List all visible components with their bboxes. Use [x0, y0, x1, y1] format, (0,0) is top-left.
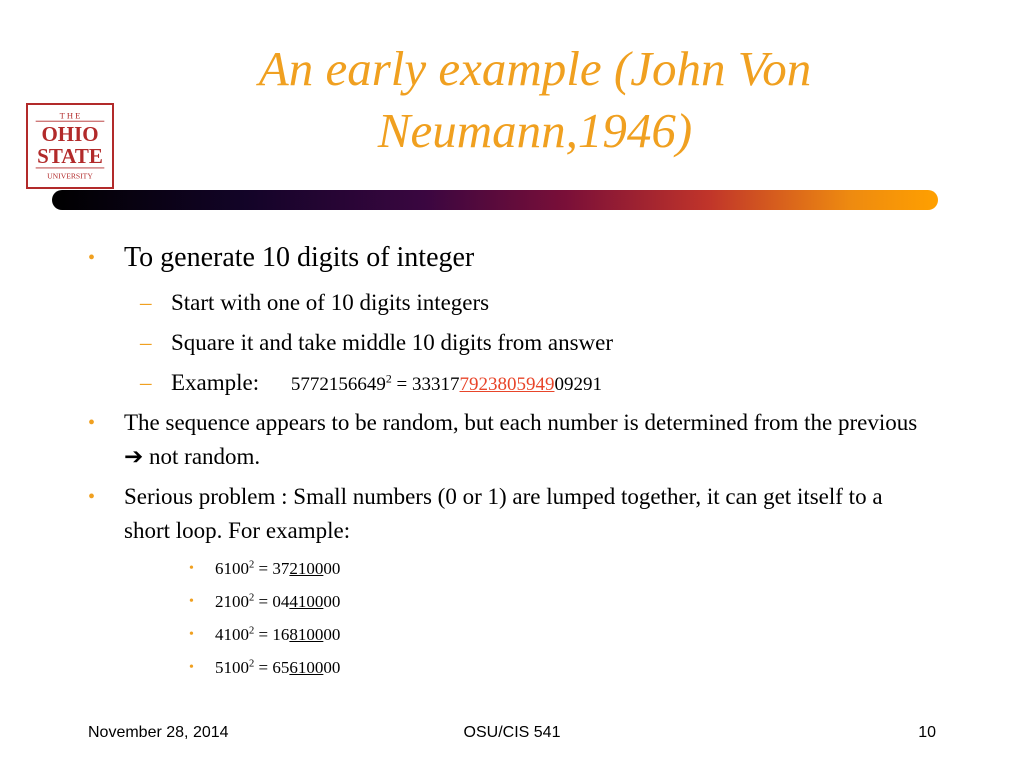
svg-text:T H E: T H E [59, 110, 81, 121]
bullet-dot-icon: • [189, 627, 194, 642]
bullet-dot-icon: • [88, 412, 96, 434]
slide-title [120, 38, 950, 162]
loop-example-item: • $2100^2 = 04410000$ [88, 590, 928, 614]
bullet-serious-problem: • Serious problem : Small numbers (0 or 1) are lumped together, it can get itself to a short loop. For example: [88, 480, 928, 548]
bullet-dot-icon: • [189, 561, 194, 576]
sub-bullet-example [88, 368, 928, 400]
dash-icon: – [140, 370, 152, 395]
loop-example-item: • $4100^2 = 16810000$ [88, 623, 928, 647]
example-label: Example: [171, 370, 260, 395]
svg-text:OHIO: OHIO [41, 122, 99, 147]
middle-digits-highlight: 7923805949 [459, 374, 555, 395]
slide-title-line-1: An early example (John Von [258, 41, 812, 96]
slide-body [88, 238, 928, 680]
bullet-sequence-random: • The sequence appears to be random, but each number is determined from the previous ➔ not random. [88, 406, 928, 474]
bullet-dot-icon: • [88, 486, 96, 508]
svg-text:STATE: STATE [37, 144, 103, 169]
footer-date: November 28, 2014 [88, 724, 229, 741]
slide-title-line-2: Neumann,1946) [377, 103, 693, 158]
bullet-dot-icon: • [189, 594, 194, 609]
sub-bullet-start: – Start with one of 10 digits integers [88, 288, 928, 318]
footer-course: OSU/CIS 541 [463, 724, 561, 741]
ohio-state-logo-icon [28, 105, 112, 187]
bullet-dot-icon: • [189, 660, 194, 675]
dash-icon: – [140, 330, 152, 355]
sub-bullet-square: – Square it and take middle 10 digits from answer [88, 328, 928, 358]
svg-text:UNIVERSITY: UNIVERSITY [47, 171, 93, 181]
bullet-dot-icon: • [88, 247, 96, 269]
footer-page-number: 10 [918, 724, 936, 741]
example-equation: $5772156649^2 = 33317792380594909291$ [290, 372, 602, 395]
title-divider-bar [52, 190, 938, 210]
loop-example-item: • $5100^2 = 65610000$ [88, 656, 928, 680]
dash-icon: – [140, 290, 152, 315]
bullet-generate-digits: • To generate 10 digits of integer [88, 238, 928, 278]
arrow-right-icon: ➔ [124, 444, 144, 469]
loop-example-item: • $6100^2 = 37210000$ [88, 557, 928, 581]
ohio-state-university-logo [26, 103, 114, 189]
